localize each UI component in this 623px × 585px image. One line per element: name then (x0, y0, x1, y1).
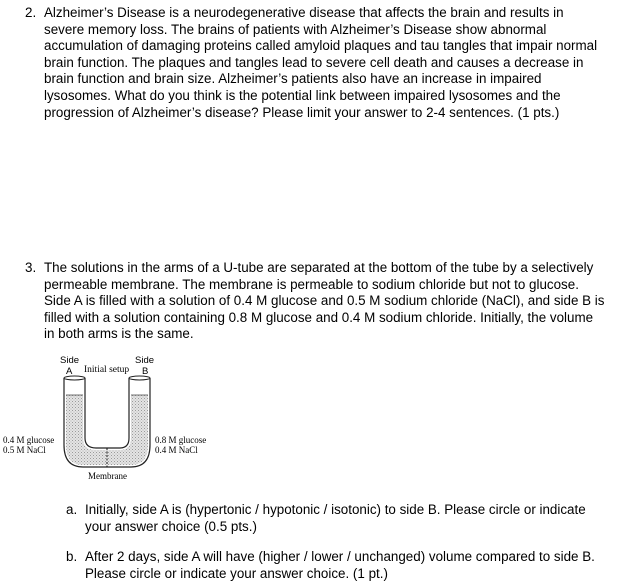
question-3-line: in both arms is the same. (44, 326, 194, 342)
question-2-line: accumulation of damaging proteins called amyloid plaques and tau tangles that impair normal (44, 38, 598, 54)
side-b-label: Side (135, 355, 155, 366)
question-3-line: filled with a solution containing 0.8 M glucose and 0.4 M sodium chloride. Initially, the volume (44, 309, 594, 325)
sub-question-a-line: your answer choice (0.5 pts.) (85, 518, 257, 534)
right-solution-line1: 0.8 M glucose (155, 435, 207, 445)
question-3-number: 3. (25, 260, 37, 275)
question-3-text (44, 260, 623, 343)
sub-question-a-line: Initially, side A is (hypertonic / hypotonic / isotonic) to side B. Please circle or indicate (85, 502, 586, 517)
tube-inner-wall (85, 378, 129, 448)
u-tube-diagram (0, 350, 240, 490)
question-2-line: progression of Alzheimer’s disease? Please limit your answer to 2-4 sentences. (1 pts.) (44, 104, 560, 120)
left-solution-line2: 0.5 M NaCl (3, 445, 46, 455)
question-2-line: brain function and brain size. Alzheimer’s patients also have an increase in impaired (44, 71, 542, 87)
question-2-number: 2. (25, 5, 37, 20)
side-b-letter: B (142, 366, 149, 377)
sub-question-a-text (85, 502, 610, 535)
left-solution-line1: 0.4 M glucose (3, 435, 55, 445)
right-solution-line2: 0.4 M NaCl (155, 445, 198, 455)
side-a-label: Side (60, 355, 80, 366)
sub-question-b-label: b. (66, 549, 78, 564)
sub-question-b-text (85, 549, 610, 582)
question-3-line: Side A is filled with a solution of 0.4 M glucose and 0.5 M sodium chloride (NaCl), and side B is (44, 293, 605, 309)
question-2-text (44, 5, 619, 121)
question-3-line: permeable membrane. The membrane is permeable to sodium chloride but not to glucose. (44, 276, 579, 292)
sub-question-a-label: a. (66, 502, 78, 517)
question-3-line: The solutions in the arms of a U-tube are separated at the bottom of the tube by a selectively (44, 260, 594, 275)
question-2-line: Alzheimer’s Disease is a neurodegenerative disease that affects the brain and results in (44, 5, 564, 20)
question-2-line: lysosomes. What do you think is the potential link between impaired lysosomes and the (44, 87, 561, 103)
sub-question-b-line: Please circle or indicate your answer choice. (1 pt.) (85, 565, 388, 581)
left-rim (64, 376, 85, 380)
right-rim (129, 376, 150, 380)
membrane-label: Membrane (88, 471, 127, 481)
u-tube-glass (64, 376, 150, 467)
question-2-line: brain function. The plaques and tangles lead to severe cell death and causes a decrease in (44, 54, 584, 70)
setup-label: Initial setup (84, 365, 130, 375)
question-2-line: severe memory loss. The brains of patients with Alzheimer’s Disease show abnormal (44, 21, 547, 37)
liquid-fill (66, 395, 148, 465)
side-a-letter: A (66, 366, 73, 377)
sub-question-b-line: After 2 days, side A will have (higher / lower / unchanged) volume compared to side B. (85, 549, 595, 564)
